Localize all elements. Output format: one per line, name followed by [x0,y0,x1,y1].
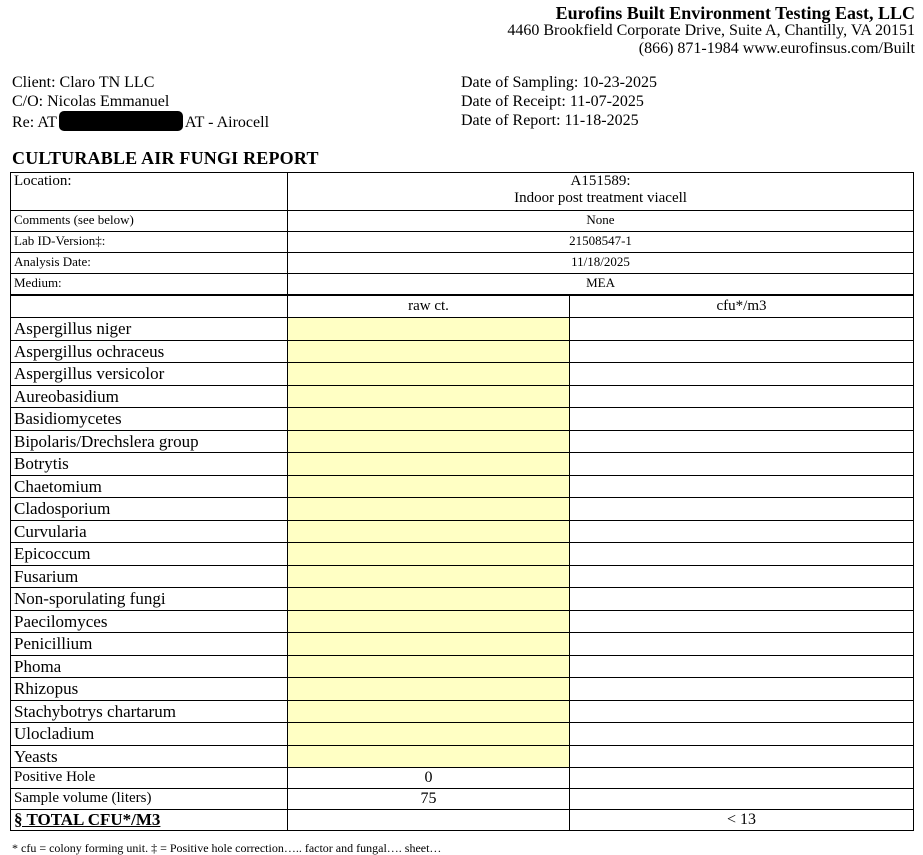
species-row [11,723,914,746]
species-cfu [570,678,914,701]
species-name: Fusarium [11,565,288,588]
positive-hole-row [11,768,914,789]
re-suffix: AT - Airocell [184,114,270,131]
species-cfu [570,363,914,386]
species-cfu [570,408,914,431]
total-row [11,810,914,831]
lab-address: 4460 Brookfield Corporate Drive, Suite A, Chantilly, VA 20151 [507,22,915,39]
species-cfu [570,745,914,768]
species-name: Non-sporulating fungi [11,588,288,611]
species-cfu [570,610,914,633]
species-raw-count [288,543,570,566]
date-sampling: Date of Sampling: 10-23-2025 [461,74,657,91]
medium-row [11,274,914,296]
species-row [11,520,914,543]
species-name: Ulocladium [11,723,288,746]
comments-row [11,211,914,232]
lab-contact: (866) 871-1984 www.eurofinsus.com/Built [638,40,915,57]
dates-block [461,73,657,130]
comments-value: None [288,211,914,232]
species-name: Basidiomycetes [11,408,288,431]
species-row [11,453,914,476]
species-raw-count [288,588,570,611]
species-cfu [570,475,914,498]
species-row [11,655,914,678]
sample-volume-label: Sample volume (liters) [11,789,288,810]
species-name: Aspergillus niger [11,318,288,341]
species-row [11,385,914,408]
species-raw-count [288,385,570,408]
species-raw-count [288,655,570,678]
species-raw-count [288,633,570,656]
lab-header [507,4,915,58]
species-name: Bipolaris/Drechslera group [11,430,288,453]
location-desc: Indoor post treatment viacell [514,190,687,206]
sample-volume-cfu [570,789,914,810]
analysis-date-label: Analysis Date: [11,253,288,274]
species-cfu [570,633,914,656]
species-name: Rhizopus [11,678,288,701]
report-table [10,172,914,831]
total-label: § TOTAL CFU*/M3 [11,810,288,831]
species-row [11,610,914,633]
analysis-date-value: 11/18/2025 [288,253,914,274]
species-name: Penicillium [11,633,288,656]
location-value [288,173,914,211]
column-header-cfu: cfu*/m3 [570,295,914,318]
date-receipt: Date of Receipt: 11-07-2025 [461,93,644,110]
redaction-block [59,111,183,131]
species-cfu [570,318,914,341]
species-raw-count [288,520,570,543]
location-id: A151589: [570,173,631,189]
species-name: Aspergillus ochraceus [11,340,288,363]
species-cfu [570,588,914,611]
labid-row [11,232,914,253]
report-title: CULTURABLE AIR FUNGI REPORT [12,148,319,168]
species-name: Stachybotrys chartarum [11,700,288,723]
species-row [11,633,914,656]
re-prefix: Re: AT [12,114,57,131]
column-header-row [11,295,914,318]
species-raw-count [288,430,570,453]
species-raw-count [288,475,570,498]
species-name: Epicoccum [11,543,288,566]
species-row [11,745,914,768]
positive-hole-value: 0 [288,768,570,789]
labid-label: Lab ID-Version‡: [11,232,288,253]
species-row [11,363,914,386]
species-cfu [570,655,914,678]
species-raw-count [288,678,570,701]
re-line [12,111,269,132]
species-raw-count [288,700,570,723]
species-name: Yeasts [11,745,288,768]
species-name: Paecilomyces [11,610,288,633]
species-row [11,543,914,566]
species-row [11,700,914,723]
species-cfu [570,385,914,408]
species-cfu [570,430,914,453]
positive-hole-cfu [570,768,914,789]
species-row [11,430,914,453]
species-row [11,565,914,588]
date-report: Date of Report: 11-18-2025 [461,112,639,129]
species-row [11,340,914,363]
column-header-blank [11,295,288,318]
medium-label-text: Medium: [14,275,62,290]
location-label: Location: [11,173,288,211]
species-row [11,408,914,431]
species-raw-count [288,363,570,386]
client-block [12,73,269,132]
species-cfu [570,543,914,566]
species-raw-count [288,340,570,363]
species-row [11,588,914,611]
total-raw [288,810,570,831]
lab-company-name: Eurofins Built Environment Testing East, LLC [555,3,915,23]
location-row [11,173,914,211]
species-cfu [570,498,914,521]
species-name: Aspergillus versicolor [11,363,288,386]
species-name: Phoma [11,655,288,678]
species-name: Curvularia [11,520,288,543]
positive-hole-label: Positive Hole [11,768,288,789]
species-raw-count [288,318,570,341]
species-raw-count [288,498,570,521]
species-cfu [570,340,914,363]
comments-label: Comments (see below) [11,211,288,232]
species-cfu [570,453,914,476]
total-value: < 13 [570,810,914,831]
species-cfu [570,700,914,723]
species-name: Aureobasidium [11,385,288,408]
species-name: Botrytis [11,453,288,476]
species-cfu [570,565,914,588]
sample-volume-row [11,789,914,810]
species-raw-count [288,723,570,746]
footnote: * cfu = colony forming unit. ‡ = Positive hole correction….. factor and fungal…. sheet… [12,841,442,855]
analysis-date-row [11,253,914,274]
species-cfu [570,520,914,543]
co-line: C/O: Nicolas Emmanuel [12,93,170,110]
client-line: Client: Claro TN LLC [12,74,155,91]
species-row [11,498,914,521]
species-row [11,475,914,498]
species-raw-count [288,565,570,588]
species-raw-count [288,745,570,768]
species-name: Chaetomium [11,475,288,498]
medium-value: MEA [288,274,914,296]
medium-label [11,274,288,296]
species-raw-count [288,408,570,431]
species-raw-count [288,610,570,633]
sample-volume-value: 75 [288,789,570,810]
labid-value: 21508547-1 [288,232,914,253]
species-row [11,318,914,341]
species-cfu [570,723,914,746]
species-row [11,678,914,701]
species-raw-count [288,453,570,476]
column-header-raw: raw ct. [288,295,570,318]
species-name: Cladosporium [11,498,288,521]
